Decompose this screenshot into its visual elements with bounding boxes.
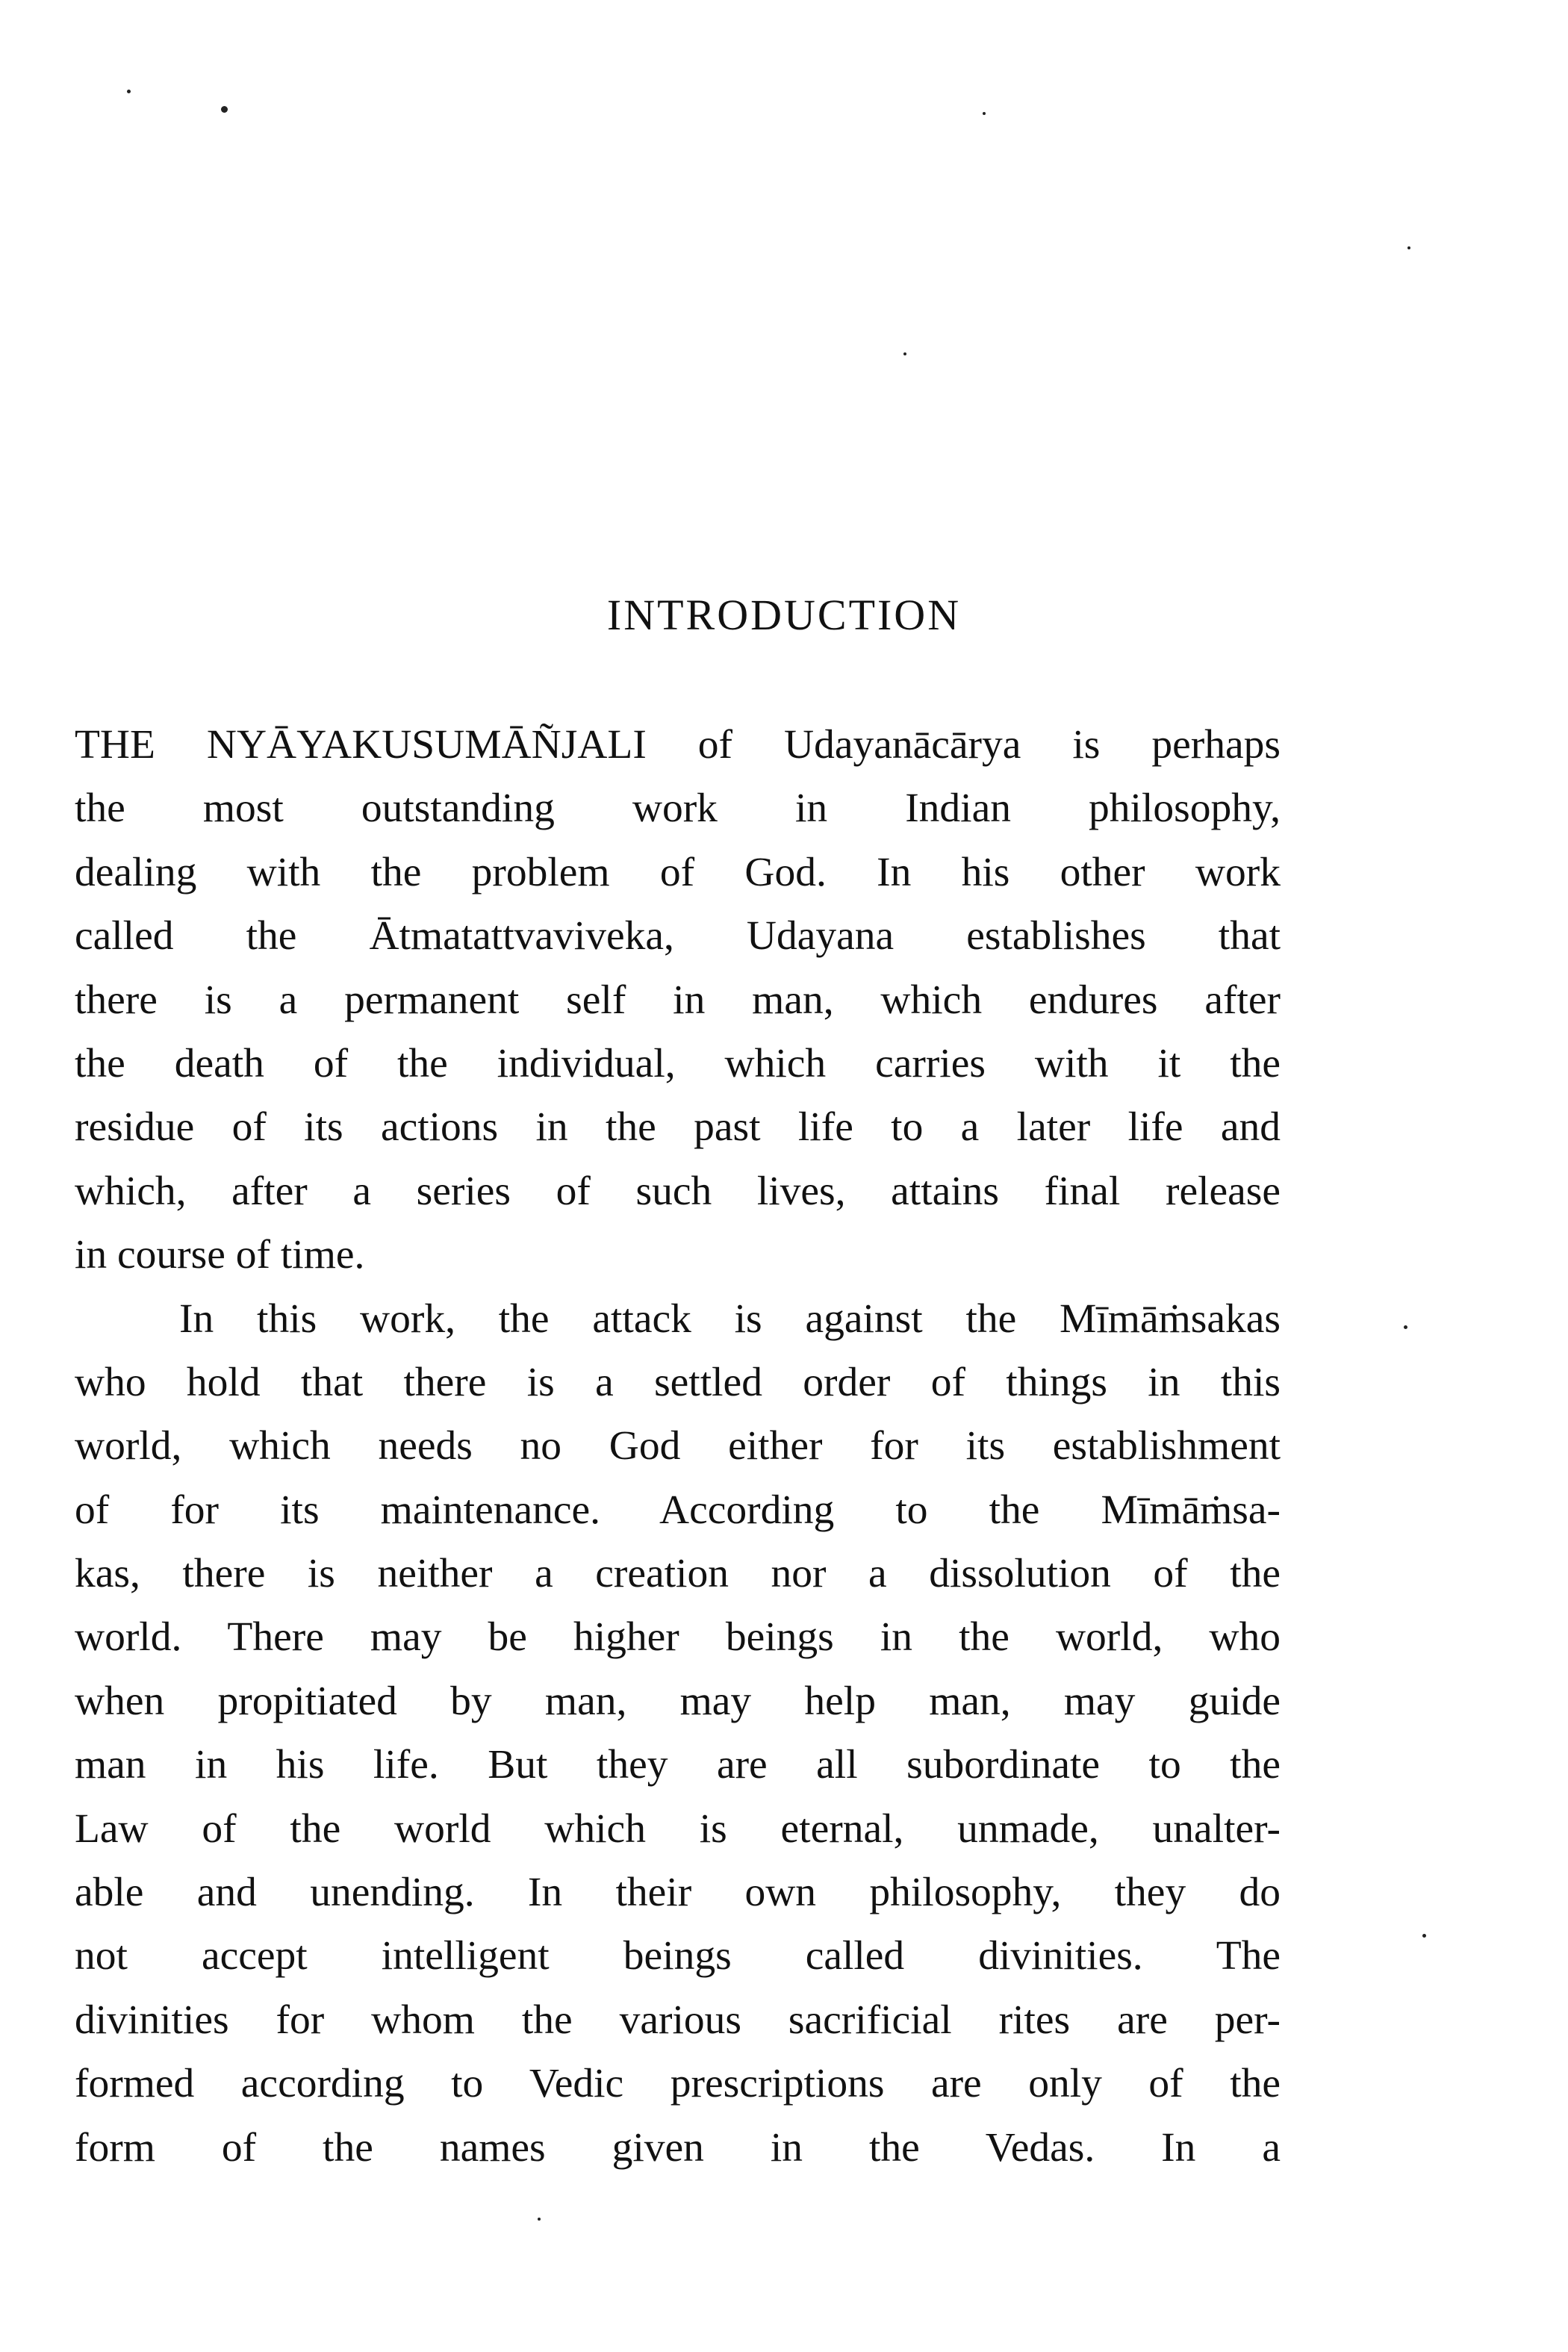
print-speck <box>221 106 228 113</box>
text-line: the death of the individual, which carries with it the <box>75 1040 1281 1086</box>
text-line: which, after a series of such lives, attains final release <box>75 1168 1281 1214</box>
print-speck <box>983 112 986 115</box>
paragraph-1 <box>75 713 1281 1287</box>
print-speck <box>1407 246 1410 249</box>
text-line: formed according to Vedic prescriptions are only of the <box>75 2061 1281 2107</box>
text-line: Law of the world which is eternal, unmade, unalter- <box>75 1805 1281 1852</box>
text-line: when propitiated by man, may help man, may guide <box>75 1678 1281 1724</box>
text-line: kas, there is neither a creation nor a dissolution of the <box>75 1551 1281 1597</box>
text-line: there is a permanent self in man, which endures after <box>75 977 1281 1023</box>
print-speck <box>127 90 131 93</box>
text-line: of for its maintenance. According to the Mīmāṁsa- <box>75 1487 1281 1533</box>
page-title: INTRODUCTION <box>606 591 962 639</box>
paragraph-2 <box>75 1287 1281 2180</box>
text-line: In this work, the attack is against the Mīmāṁsakas <box>179 1295 1281 1342</box>
print-speck <box>903 352 906 355</box>
text-line: who hold that there is a settled order of things in this <box>75 1359 1281 1405</box>
body-text <box>75 713 1281 2180</box>
text-line: THE NYĀYAKUSUMĀÑJALI of Udayanācārya is perhaps <box>75 722 1281 768</box>
text-line: man in his life. But they are all subordinate to the <box>75 1742 1281 1788</box>
text-line: dealing with the problem of God. In his other work <box>75 849 1281 895</box>
text-line: in course of time. <box>75 1232 365 1278</box>
text-line: form of the names given in the Vedas. In a <box>75 2124 1281 2171</box>
text-line: the most outstanding work in Indian philosophy, <box>75 785 1281 832</box>
text-line: world, which needs no God either for its establishment <box>75 1423 1281 1469</box>
print-speck <box>1404 1325 1407 1329</box>
text-line: residue of its actions in the past life to a later life and <box>75 1104 1281 1151</box>
text-line: divinities for whom the various sacrificial rites are per- <box>75 1997 1281 2043</box>
print-speck <box>538 2218 541 2221</box>
print-speck <box>1422 1934 1426 1938</box>
text-line: not accept intelligent beings called divinities. The <box>75 1933 1281 1979</box>
text-line: able and unending. In their own philosophy, they do <box>75 1870 1281 1916</box>
text-line: world. There may be higher beings in the world, who <box>75 1614 1281 1661</box>
text-line: called the Ātmatattvaviveka, Udayana establishes that <box>75 913 1281 959</box>
